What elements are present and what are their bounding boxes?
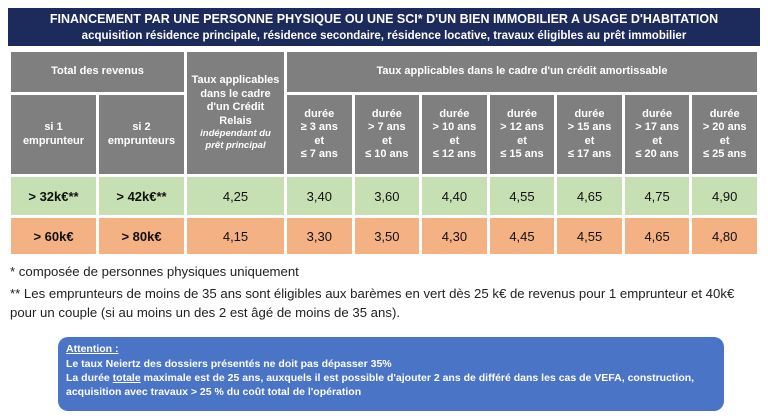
taux-cell: 4,40: [422, 177, 487, 215]
taux-cell: 3,50: [355, 218, 420, 254]
header-duree-3-7: durée ≥ 3 ans et ≤ 7 ans: [287, 95, 352, 174]
table-row-salmon: [11, 218, 757, 254]
header-credit-relais: Taux applicables dans le cadre d'un Crédit Relais indépendant du prêt principal: [187, 52, 284, 174]
taux-cell: 4,90: [692, 177, 757, 215]
header-duree-15-17: durée > 15 ans et ≤ 17 ans: [557, 95, 622, 174]
title-line-2: acquisition résidence principale, résidence secondaire, résidence locative, travaux éligibles au prêt immobilier: [81, 30, 687, 42]
rates-table: [8, 49, 760, 257]
header-duree-17-20: durée > 17 ans et ≤ 20 ans: [625, 95, 690, 174]
taux-cell: 4,75: [625, 177, 690, 215]
footnotes: [10, 262, 760, 322]
taux-cell: 4,30: [422, 218, 487, 254]
taux-cell: 4,65: [557, 177, 622, 215]
seuil-2-emprunteurs: > 42k€**: [99, 177, 184, 215]
header-duree-7-10: durée > 7 ans et ≤ 10 ans: [355, 95, 420, 174]
taux-cell: 4,65: [625, 218, 690, 254]
header-duree-12-15: durée > 12 ans et ≤ 15 ans: [490, 95, 555, 174]
taux-cell: 4,55: [557, 218, 622, 254]
header-1-emprunteur: si 1 emprunteur: [11, 95, 96, 174]
title-line-1: FINANCEMENT PAR UNE PERSONNE PHYSIQUE OU UNE SCI* D'UN BIEN IMMOBILIER A USAGE D'HABITATION: [49, 12, 719, 26]
footnote-2: ** Les emprunteurs de moins de 35 ans sont éligibles aux barèmes en vert dès 25 k€ de revenus pour 1 emprunteur et 40k€ pour un couple (si au moins un des 2 est âgé de moins de 35 ans).: [10, 286, 735, 320]
header-total-revenus: Total des revenus: [11, 52, 184, 92]
header-credit-amortissable: Taux applicables dans le cadre d'un crédit amortissable: [287, 52, 757, 92]
taux-cell: 4,45: [490, 218, 555, 254]
attention-line-3: acquisition avec travaux > 25 % du coût total de l'opération: [66, 386, 362, 398]
taux-relais: 4,15: [187, 218, 284, 254]
taux-cell: 3,30: [287, 218, 352, 254]
header-2-emprunteurs: si 2 emprunteurs: [99, 95, 184, 174]
seuil-2-emprunteurs: > 80k€: [99, 218, 184, 254]
taux-cell: 4,55: [490, 177, 555, 215]
attention-line-2: La durée totale maximale est de 25 ans, auxquels il est possible d'ajouter 2 ans de différé dans les cas de VEFA, construction,: [66, 372, 695, 384]
taux-cell: 3,40: [287, 177, 352, 215]
taux-cell: 4,80: [692, 218, 757, 254]
taux-relais: 4,25: [187, 177, 284, 215]
footnote-1: * composée de personnes physiques uniquement: [10, 264, 299, 279]
taux-cell: 3,60: [355, 177, 420, 215]
title-banner: [8, 8, 760, 46]
seuil-1-emprunteur: > 60k€: [11, 218, 96, 254]
table-row-green: [11, 177, 757, 215]
seuil-1-emprunteur: > 32k€**: [11, 177, 96, 215]
attention-box: [58, 337, 724, 411]
header-duree-10-12: durée > 10 ans et ≤ 12 ans: [422, 95, 487, 174]
attention-line-1: Le taux Neiertz des dossiers présentés ne doit pas dépasser 35%: [66, 358, 392, 370]
header-duree-20-25: durée > 20 ans et ≤ 25 ans: [692, 95, 757, 174]
attention-title: Attention :: [66, 343, 119, 355]
